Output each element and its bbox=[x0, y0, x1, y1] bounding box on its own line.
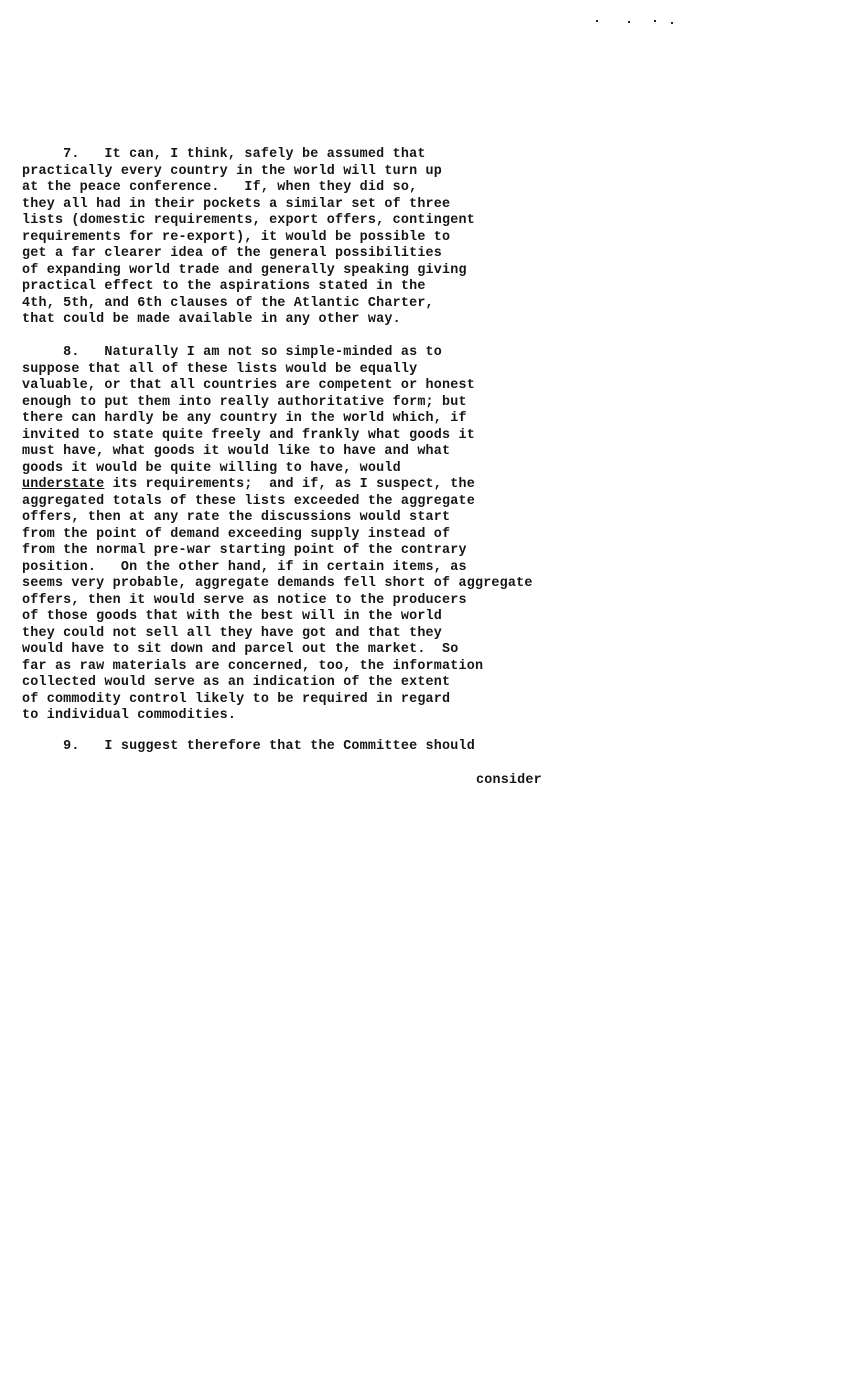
text-line: practical effect to the aspirations stated in the bbox=[22, 279, 426, 294]
scan-speck bbox=[628, 21, 630, 23]
text-line: valuable, or that all countries are competent or honest bbox=[22, 378, 475, 393]
text-line: offers, then at any rate the discussions would start bbox=[22, 510, 451, 525]
text-line: from the point of demand exceeding supply instead of bbox=[22, 526, 451, 542]
text-line: 9. I suggest therefore that the Committee should bbox=[22, 739, 475, 754]
text-line: get a far clearer idea of the general possibilities bbox=[22, 246, 443, 261]
text-line: that could be made available in any other way. bbox=[22, 312, 401, 327]
text-line: there can hardly be any country in the world which, if bbox=[22, 411, 467, 426]
text-line: goods it would be quite willing to have, would bbox=[22, 460, 401, 476]
text-line: position. On the other hand, if in certain items, as bbox=[22, 559, 467, 575]
scan-speck bbox=[596, 20, 598, 22]
text-line: they all had in their pockets a similar set of three bbox=[22, 196, 451, 212]
text-line: aggregated totals of these lists exceeded the aggregate bbox=[22, 493, 475, 509]
text-line: practically every country in the world will turn up bbox=[22, 163, 443, 179]
text-line: far as raw materials are concerned, too, the information bbox=[22, 658, 484, 674]
text-line: would have to sit down and parcel out the market. So bbox=[22, 642, 459, 657]
scan-speck bbox=[654, 20, 656, 22]
text-line: 8. Naturally I am not so simple-minded as to bbox=[22, 345, 443, 360]
text-line: offers, then it would serve as notice to the producers bbox=[22, 592, 467, 608]
text-line: invited to state quite freely and frankly what goods it bbox=[22, 427, 475, 443]
text-line-rest: its requirements; and if, as I suspect, the bbox=[104, 477, 475, 492]
underlined-word: understate bbox=[22, 477, 105, 492]
text-line bbox=[22, 477, 475, 493]
text-line: enough to put them into really authoritative form; but bbox=[22, 394, 467, 410]
text-line: lists (domestic requirements, export offers, contingent bbox=[22, 213, 475, 228]
text-line: collected would serve as an indication of the extent bbox=[22, 675, 451, 690]
text-line: at the peace conference. If, when they did so, bbox=[22, 180, 418, 195]
catchword: consider bbox=[476, 773, 542, 788]
text-line: suppose that all of these lists would be equally bbox=[22, 361, 418, 377]
text-line: to individual commodities. bbox=[22, 708, 237, 723]
text-line: of those goods that with the best will in the world bbox=[22, 609, 443, 624]
text-line: 7. It can, I think, safely be assumed that bbox=[22, 147, 426, 162]
scan-speck bbox=[671, 22, 673, 24]
text-line: seems very probable, aggregate demands fell short of aggregate bbox=[22, 576, 533, 591]
text-line: of expanding world trade and generally speaking giving bbox=[22, 262, 467, 278]
text-line: must have, what goods it would like to have and what bbox=[22, 444, 451, 459]
text-line: from the normal pre-war starting point of the contrary bbox=[22, 543, 467, 558]
text-line: 4th, 5th, and 6th clauses of the Atlantic Charter, bbox=[22, 295, 434, 311]
text-line: requirements for re-export), it would be possible to bbox=[22, 229, 451, 245]
text-line: of commodity control likely to be required in regard bbox=[22, 691, 451, 707]
text-line: they could not sell all they have got and that they bbox=[22, 625, 443, 641]
